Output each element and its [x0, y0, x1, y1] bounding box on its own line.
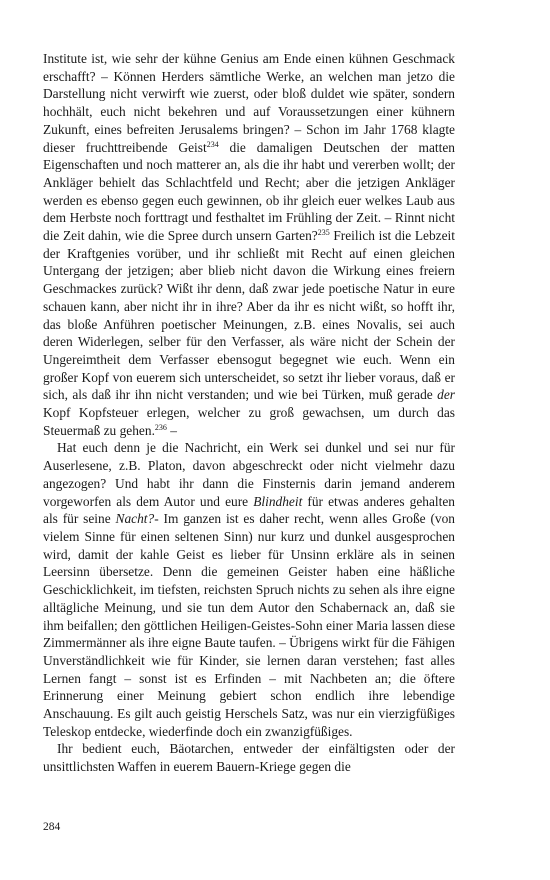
- text-run: –: [166, 422, 177, 438]
- emphasis-der: der: [437, 387, 455, 403]
- page-number: 284: [43, 821, 61, 833]
- text-run: für etwas anderes gehalten als für seine: [43, 493, 455, 527]
- body-text: [43, 50, 455, 776]
- emphasis-blindheit: Blindheit: [253, 493, 303, 509]
- footnote-ref-236: 236: [154, 422, 167, 432]
- text-run: Im ganzen ist es daher recht, wenn alles Große (von vielem Sinne für einen seltenen Sinn) nur kurz und dunkel ausgesprochen wird, damit der kahle Geist es lieber für Unsinn erkläre als in seinen Leersinn übersetze. Denn die gemeinen Geister haben eine häßliche Geschicklichkeit, im tiefsten, reichsten Spruch nichts zu sehen als ihre eigne alltägliche Meinung, und sie tun dem Autor den Schabernack an, daß sie ihm beifallen; den göttlichen Heiligen-Geistes-Sohn einer Maria lassen diese Zimmermänner als ihre eigne Baute taufen. – Übrigens wirkt für die Fähigen Unverständlichkeit wie für Kinder, sie lernen daran verstehen; fast alles Lernen fangt – sonst ist es Erfinden – mit Nachbeten an; die öftere Erinnerung einer Meinung gebiert schon endlich ihre lebendige Anschauung. Es gilt auch geistig Herschels Satz, was nur ein vierzigfüßiges Teleskop entdecke, wiederfinde doch ein zwanzigfüßiges.: [43, 511, 456, 739]
- paragraph-2: [43, 439, 455, 740]
- text-run: Ihr bedient euch, Bäotarchen, entweder der einfältigsten oder der unsittlichsten Waffen in euerem Bauern-Kriege gegen die: [43, 741, 455, 775]
- text-run: die damaligen Deutschen der matten Eigenschaften und noch matterer an, als die ihr habt und vererben wollt; der Ankläger behielt das Schlachtfeld und Recht; aber die jetzigen Ankläger werden es ebenso gegen euch gewinnen, ob ihr gleich euer welkes Laub aus dem Herbste noch forttragt und festhaltet im Frühling der Zeit. – Rinnt nicht die Zeit dahin, wie die Spree durch unsern Garten?: [43, 139, 455, 244]
- text-run: Kopf Kopfsteuer erlegen, welcher zu groß gewachsen, um durch das Steuermaß zu gehen.: [43, 405, 455, 438]
- text-run: Institute ist, wie sehr der kühne Genius am Ende einen kühnen Geschmack erschafft? – Können Herders sämtliche Werke, an welchen man jetzo die Darstellung nicht verwirft wie zuerst, oder bloß duldet wie später, sondern hochhält, euch nicht bekehren und auf Voraussetzungen einer kühnern Zukunft, eines befreiten Jerusalems bringen? – Schon im Jahr 1768 klagte dieser fruchttreibende Geist: [43, 51, 455, 155]
- paragraph-3: [43, 740, 455, 775]
- emphasis-nacht: Nacht?-: [115, 511, 159, 527]
- text-run: Hat euch denn je die Nachricht, ein Werk sei dunkel und sei nur für Auserlesene, z.B. Platon, davon abgeschreckt oder nicht vielmehr dazu angezogen? Und habt ihr dann die Finsternis darin jemand anderem vorgeworfen als dem Autor und eure: [43, 440, 455, 509]
- footnote-ref-234: 234: [206, 139, 219, 149]
- text-run: Freilich ist die Lebzeit der Kraftgenies vorüber, und ihr schließt mit Recht auf einen gleichen Untergang der jetzigen; aber blieb nicht davon die Wirkung eines freiern Geschmackes zurück? Wißt ihr denn, daß zwar jede poetische Natur in eure schauen kann, aber nicht ihr in ihre? Aber da ihr es nicht wißt, so hofft ihr, das bloße Anführen poetischer Meinungen, z.B. eines Novalis, sei auch deren Widerlegen, selber für den Verfasser, als wäre nicht der Schein der Ungereimtheit dem Verfasser ebensogut begegnet wie euch. Wenn ein großer Kopf von euerem sich unterscheidet, so setzt ihr lieber voraus, daß er sich, als daß ihr ihn nicht verstanden; und wie bei Türken, muß gerade: [43, 228, 455, 403]
- paragraph-1: [43, 50, 455, 439]
- footnote-ref-235: 235: [317, 228, 330, 238]
